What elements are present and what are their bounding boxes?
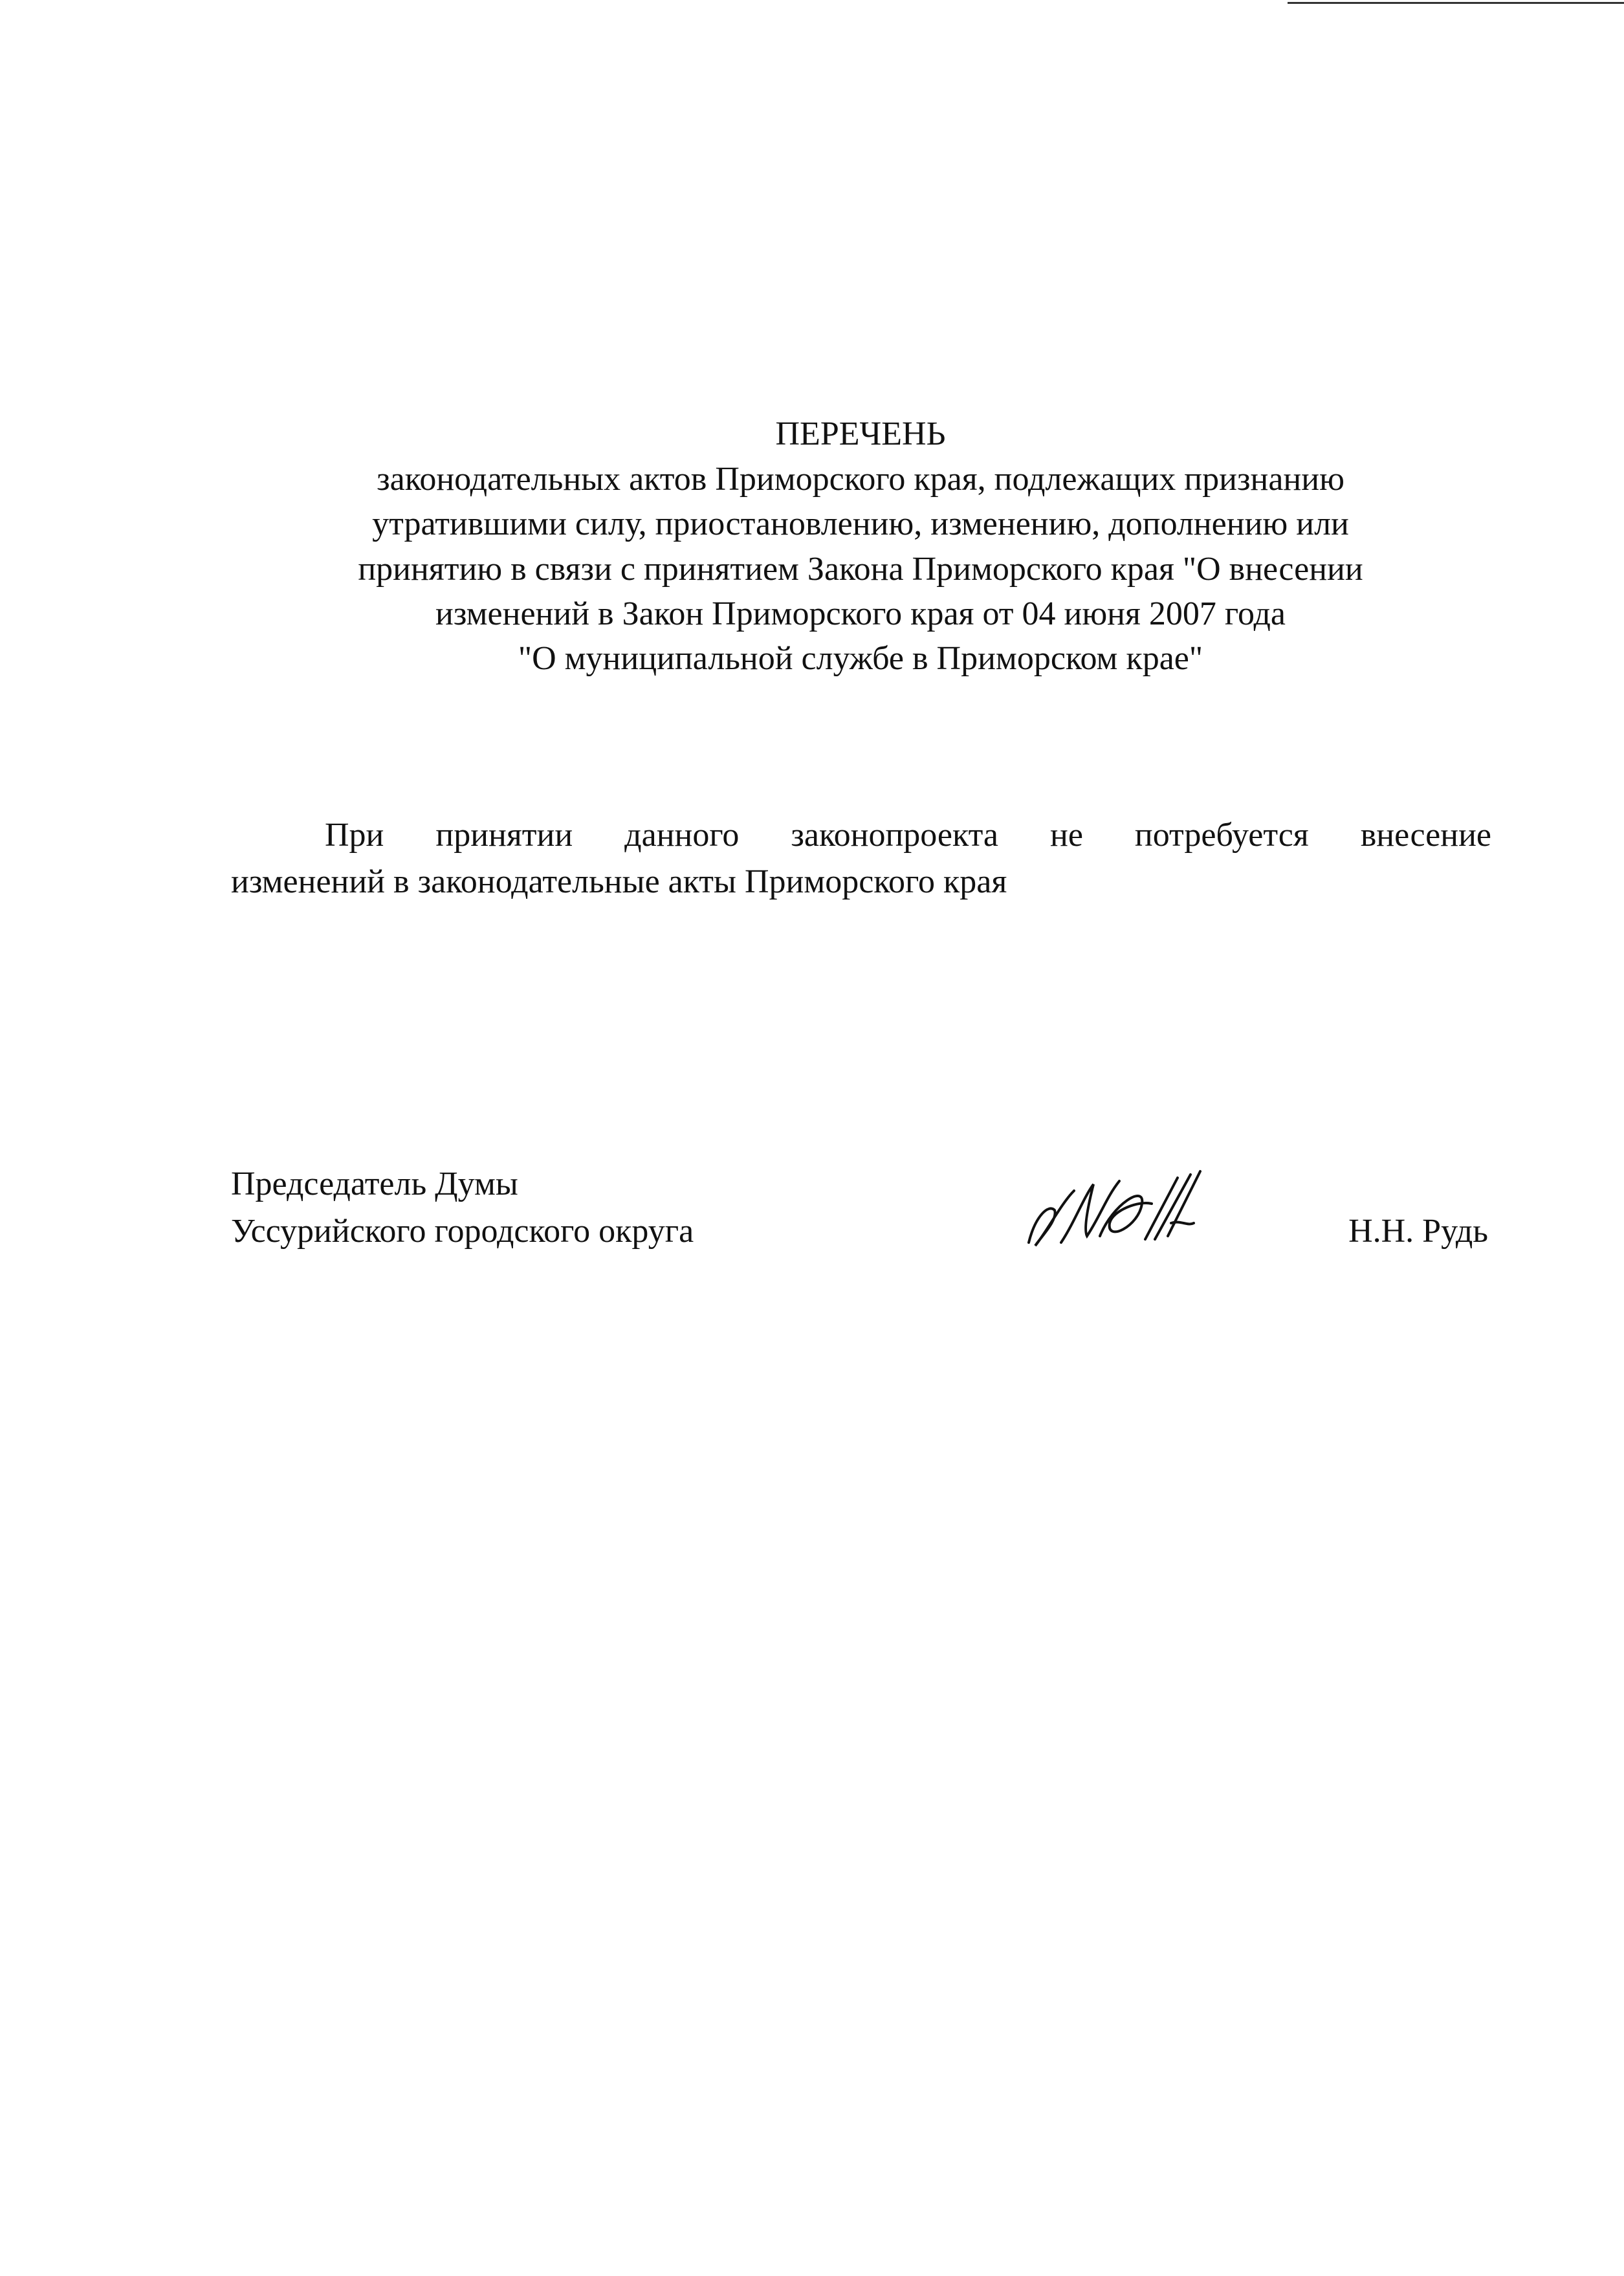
heading-line: утратившими силу, приостановлению, изменению, дополнению или: [372, 505, 1349, 542]
heading-line: изменений в Закон Приморского края от 04 июня 2007 года: [435, 595, 1286, 632]
signer-position: Председатель Думы: [231, 1166, 518, 1202]
heading-line: законодательных актов Приморского края, подлежащих признанию: [377, 461, 1344, 498]
document-title: ПЕРЕЧЕНЬ: [775, 415, 946, 452]
top-rule: [1288, 2, 1624, 4]
signer-name: Н.Н. Рудь: [1348, 1213, 1488, 1250]
body-line: При принятии данного законопроекта не потребуется внесение: [325, 817, 1491, 854]
signer-position: Уссурийского городского округа: [231, 1213, 694, 1250]
heading-line: принятию в связи с принятием Закона Приморского края "О внесении: [358, 551, 1363, 588]
body-line: изменений в законодательные акты Приморского края: [231, 863, 1007, 900]
handwritten-signature: [1022, 1165, 1216, 1255]
body-paragraph: [231, 812, 1491, 905]
heading-line: "О муниципальной службе в Приморском крае": [518, 640, 1203, 677]
